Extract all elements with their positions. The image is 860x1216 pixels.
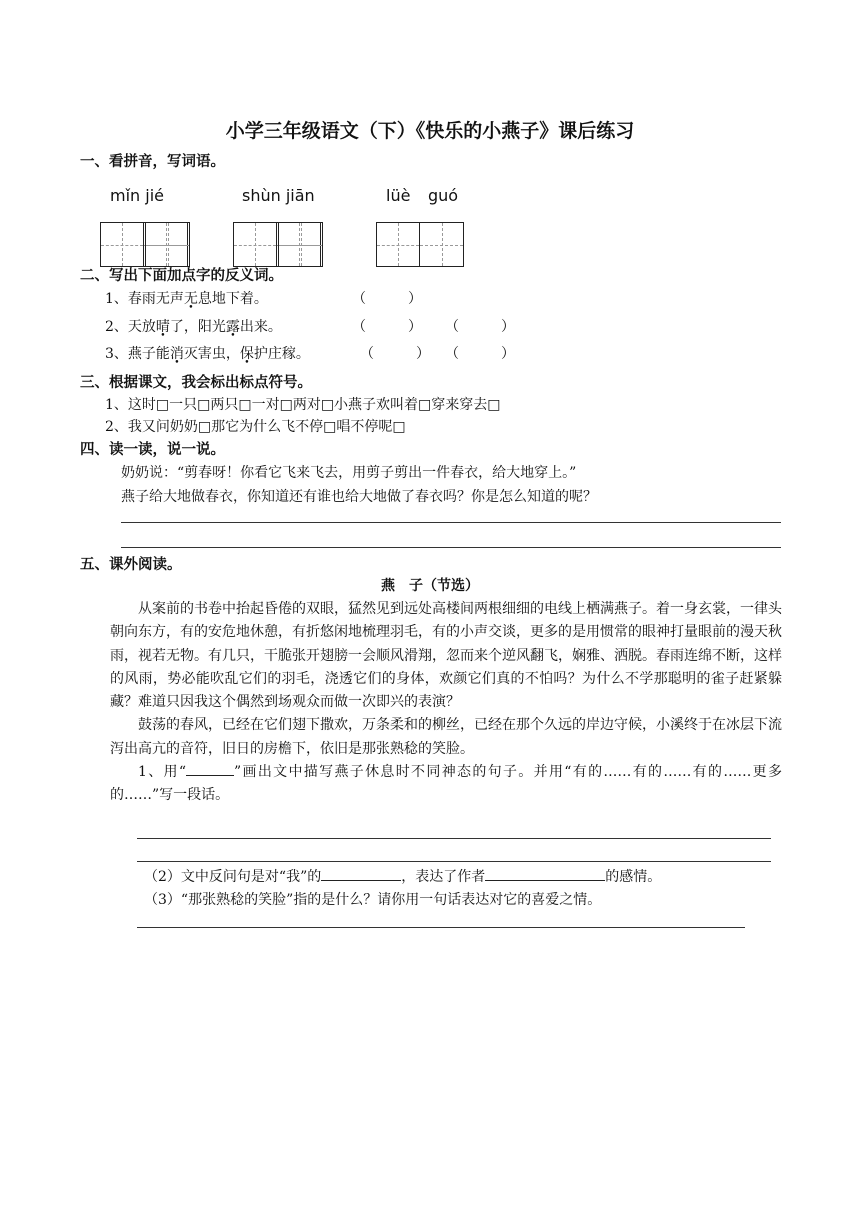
answer-blank-2b[interactable] bbox=[485, 880, 605, 881]
article-body bbox=[110, 598, 782, 808]
pinyin-2: shùn jiān bbox=[242, 186, 315, 205]
article-paragraph-1: 从案前的书卷中抬起昏倦的双眼，猛然见到远处高楼间两根细细的电线上栖满燕子。着一身玄裳，一律头朝向东方，有的安危地休憩，有折悠闲地梳理羽毛，有的小声交谈，更多的是用惯常的眼神打量眼前的漫天秋雨，视若无物。有几只，干脆张开翅膀一会顺风滑翔，忽而来个逆风翻飞，娴雅、洒脱。春雨连绵不断，这样的风雨，势必能吹乱它们的羽毛，浇透它们的身体，欢颜它们真的不怕吗？为什么不学那聪明的雀子赶紧躲藏？难道只因我这个偶然到场观众而做一次即兴的表演？ bbox=[110, 601, 782, 711]
section4-heading: 四、读一读，说一说。 bbox=[80, 442, 225, 458]
writing-grid-1b[interactable] bbox=[145, 222, 190, 267]
article-title: 燕 子（节选） bbox=[381, 578, 479, 594]
reading-line-1: 奶奶说：“剪春呀！你看它飞来飞去，用剪子剪出一件春衣，给大地穿上。” bbox=[121, 465, 577, 481]
answer-line-3[interactable] bbox=[137, 838, 771, 839]
section1-heading: 一、看拼音，写词语。 bbox=[80, 154, 225, 170]
answer-line-4[interactable] bbox=[137, 861, 771, 862]
exercise-question-3: （3）“那张熟稔的笑脸”指的是什么？请你用一句话表达对它的喜爱之情。 bbox=[144, 892, 602, 908]
section3-heading: 三、根据课文，我会标出标点符号。 bbox=[80, 375, 312, 391]
writing-grid-2b[interactable] bbox=[278, 222, 323, 267]
page-title: 小学三年级语文（下）《快乐的小燕子》课后练习 bbox=[225, 120, 635, 142]
reading-line-2: 燕子给大地做春衣，你知道还有谁也给大地做了春衣吗？你是怎么知道的呢？ bbox=[121, 489, 597, 505]
antonym-question-2: 2、天放晴了，阳光露出来。 bbox=[105, 319, 282, 335]
answer-line-1[interactable] bbox=[121, 522, 781, 523]
antonym-answer-2b[interactable]: （ ） bbox=[445, 319, 515, 335]
antonym-question-1: 1、春雨无声无息地下着。 bbox=[105, 291, 268, 307]
exercise-question-2: （2）文中反问句是对“我”的 ，表达了作者 的感情。 bbox=[144, 869, 662, 885]
section2-heading: 二、写出下面加点字的反义词。 bbox=[80, 268, 283, 284]
punctuation-question-1[interactable]: 1、这时□一只□两只□一对□两对□小燕子欢叫着□穿来穿去□ bbox=[105, 397, 501, 413]
antonym-answer-2a[interactable]: （ ） bbox=[352, 319, 422, 335]
underline-sample bbox=[186, 775, 234, 776]
article-paragraph-2: 鼓荡的春风，已经在它们翅下撒欢，万条柔和的柳丝，已经在那个久远的岸边守候，小溪终于在冰层下流泻出高亢的音符，旧日的房檐下，依旧是那张熟稔的笑脸。 bbox=[110, 717, 782, 757]
answer-line-5[interactable] bbox=[137, 927, 745, 928]
antonym-question-3: 3、燕子能消灭害虫，保护庄稼。 bbox=[105, 346, 310, 362]
punctuation-question-2[interactable]: 2、我又问奶奶□那它为什么飞不停□唱不停呢□ bbox=[105, 419, 406, 435]
writing-grid-3[interactable] bbox=[376, 222, 464, 267]
pinyin-1: mǐn jié bbox=[110, 186, 164, 205]
antonym-answer-3a[interactable]: （ ） bbox=[360, 346, 430, 362]
section5-heading: 五、课外阅读。 bbox=[80, 557, 182, 573]
antonym-answer-1[interactable]: （ ） bbox=[352, 291, 422, 307]
pinyin-3: lüè bbox=[386, 186, 411, 205]
pinyin-4: guó bbox=[428, 186, 459, 205]
answer-blank-2a[interactable] bbox=[321, 880, 401, 881]
antonym-answer-3b[interactable]: （ ） bbox=[445, 346, 515, 362]
exercise-question-1: 1、用“ ”画出文中描写燕子休息时不同神态的句子。并用“有的……有的……有的……更多的……”写一段话。 bbox=[110, 764, 782, 804]
answer-line-2[interactable] bbox=[121, 547, 781, 548]
